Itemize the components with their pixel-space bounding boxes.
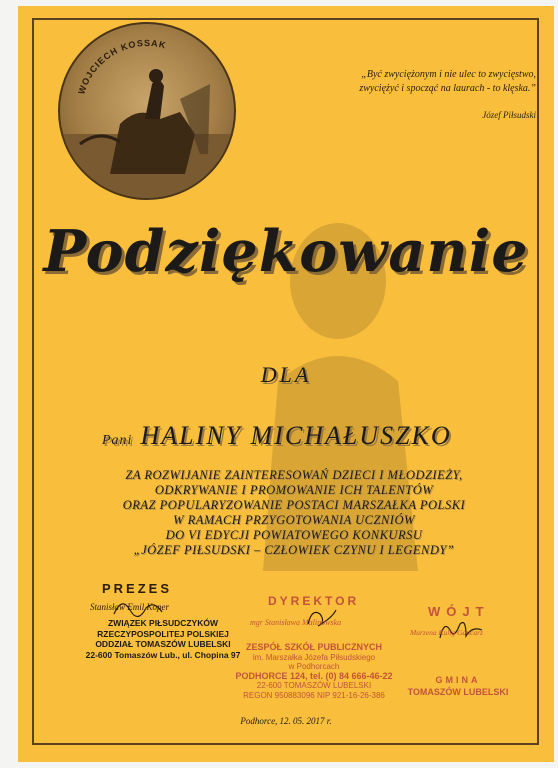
municipality-line: GMINA [435,675,481,685]
recipient-prefix: Pani [102,433,133,448]
certificate-page [18,6,554,762]
school-stamp [214,643,414,700]
school-line: im. Marszałka Józefa Piłsudskiego [252,652,376,662]
for-label: DLA [260,362,312,387]
director-name: mgr Stanisława Malinowska [250,618,342,627]
recipient [102,421,542,451]
prezes-heading: PREZES [102,581,173,596]
school-line: REGON 950883096 NIP 921-16-26-386 [243,690,385,700]
quote-line-1: „Być zwyciężonym i nie ulec to zwycięstwo, [361,69,536,80]
school-line: 22-600 TOMASZÓW LUBELSKI [256,681,372,690]
mayor-heading: WÓJT [428,604,490,619]
union-line: ZWIĄZEK PIŁSUDCZYKÓW [107,618,219,628]
recipient-name: HALINY MICHAŁUSZKO [140,421,452,450]
medallion-label: WOJCIECH KOSSAK [76,37,168,96]
municipality-stamp [398,674,518,698]
school-line: w Podhorcach [288,662,340,671]
quote-line-2: zwyciężyć i spocząć na laurach - to klęska.” [359,83,536,94]
citation-text [84,468,504,558]
mayor-name: Marzena Kulig Gancarz [410,628,483,637]
union-line: ODDZIAŁ TOMASZÓW LUBELSKI [95,639,231,649]
union-line: RZECZYPOSPOLITEJ POLSKIEJ [97,628,229,639]
citation-line: „JÓZEF PIŁSUDSKI – CZŁOWIEK CZYNU I LEGENDY” [133,543,455,557]
citation-line: ORAZ POPULARYZOWANIE POSTACI MARSZAŁKA POLSKI [122,498,466,512]
citation-line: ZA ROZWIJANIE ZAINTERESOWAŃ DZIECI I MŁODZIEŻY, [125,468,463,482]
quote-author: Józef Piłsudski [482,110,536,120]
union-line: 22-600 Tomaszów Lub., ul. Chopina 97 [85,649,241,660]
quote-text [286,68,536,96]
prezes-name: Stanisław Emil Koper [90,602,170,612]
certificate-title: Podziękowanie [43,218,529,285]
school-line: ZESPÓŁ SZKÓŁ PUBLICZNYCH [245,642,382,652]
citation-line: DO VI EDYCJI POWIATOWEGO KONKURSU [165,528,423,542]
municipality-line: TOMASZÓW LUBELSKI [407,687,509,697]
citation-line: W RAMACH PRZYGOTOWANIA UCZNIÓW [173,513,415,527]
director-heading: DYREKTOR [268,594,360,608]
citation-line: ODKRYWANIE I PROMOWANIE ICH TALENTÓW [154,483,434,497]
school-line: PODHORCE 124, tel. (0) 84 666-46-22 [235,670,393,681]
issue-date: Podhorce, 12. 05. 2017 r. [240,716,332,726]
medallion-painting [58,22,236,200]
